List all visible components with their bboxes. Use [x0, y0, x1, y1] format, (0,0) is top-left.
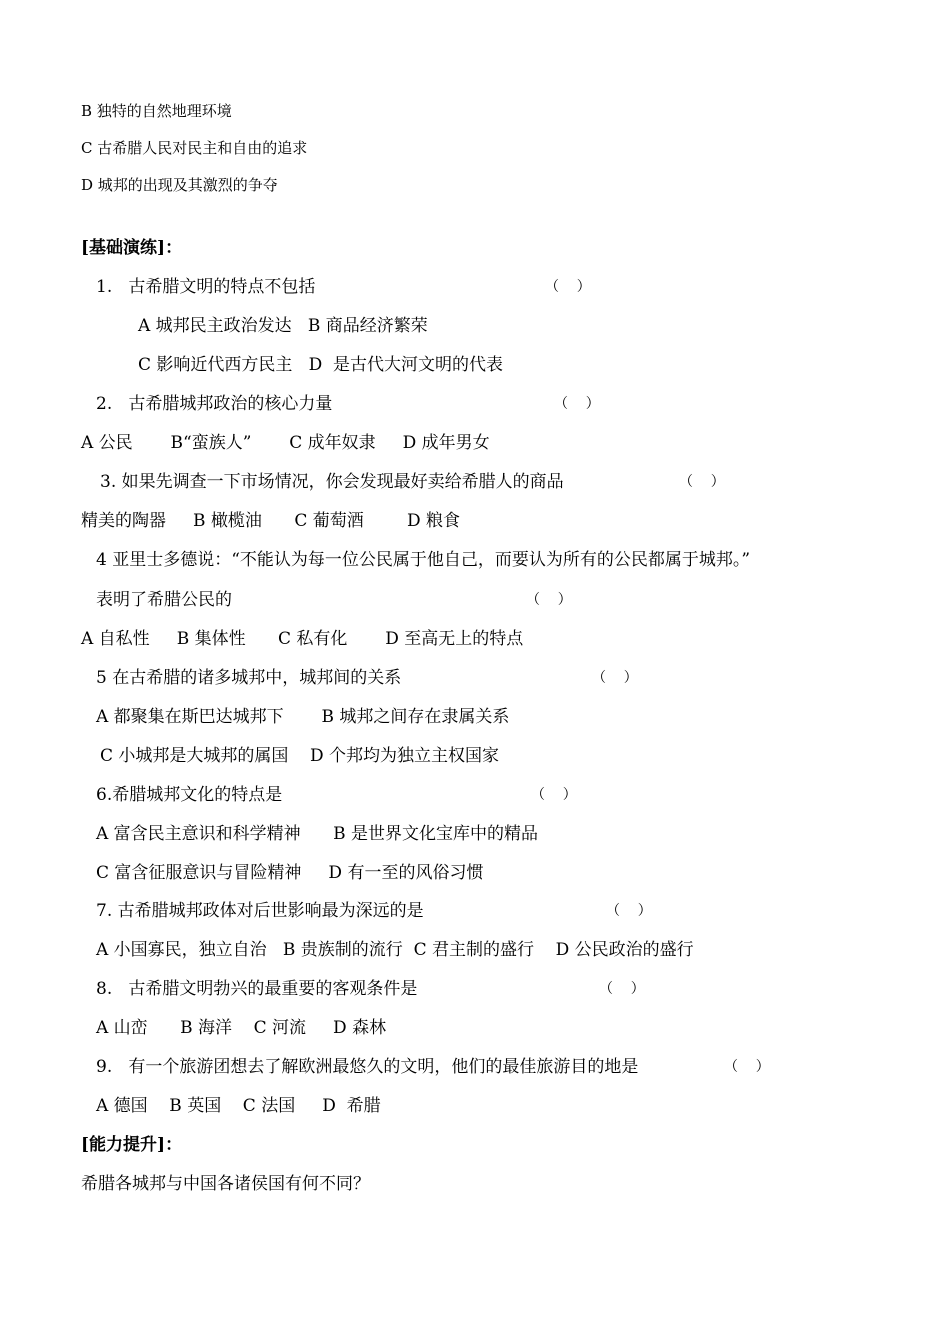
question-8-options: A 山峦 B 海洋 C 河流 D 森林: [96, 1018, 387, 1038]
question-1-stem: 1. 古希腊文明的特点不包括: [96, 277, 316, 297]
answer-blank-9[interactable]: （ ）: [724, 1059, 770, 1075]
question-5-options-ab: A 都聚集在斯巴达城邦下 B 城邦之间存在隶属关系: [96, 707, 510, 727]
question-7-options: A 小国寡民，独立自治 B 贵族制的流行 C 君主制的盛行 D 公民政治的盛行: [96, 940, 694, 960]
answer-blank-1[interactable]: （ ）: [545, 279, 591, 295]
question-1-options-ab: A 城邦民主政治发达 B 商品经济繁荣: [138, 316, 428, 336]
intro-option-b: B 独特的自然地理环境: [81, 102, 232, 120]
answer-blank-2[interactable]: （ ）: [554, 396, 600, 412]
question-6-options-cd: C 富含征服意识与冒险精神 D 有一至的风俗习惯: [96, 863, 484, 883]
answer-blank-7[interactable]: （ ）: [606, 903, 652, 919]
question-2-options: A 公民 B“蛮族人” C 成年奴隶 D 成年男女: [81, 433, 490, 453]
question-4-stem: 4 亚里士多德说：“不能认为每一位公民属于他自己，而要认为所有的公民都属于城邦。”: [96, 550, 751, 570]
question-4-stem-continued: 表明了希腊公民的: [96, 590, 232, 610]
answer-blank-4[interactable]: （ ）: [526, 592, 572, 608]
question-8-stem: 8. 古希腊文明勃兴的最重要的客观条件是: [96, 979, 418, 999]
intro-option-d: D 城邦的出现及其激烈的争夺: [81, 176, 278, 194]
intro-option-c: C 古希腊人民对民主和自由的追求: [81, 139, 308, 157]
question-4-options: A 自私性 B 集体性 C 私有化 D 至高无上的特点: [81, 629, 524, 649]
question-6-options-ab: A 富含民主意识和科学精神 B 是世界文化宝库中的精品: [96, 824, 538, 844]
ability-question: 希腊各城邦与中国各诸侯国有何不同？: [81, 1174, 370, 1194]
question-7-stem: 7. 古希腊城邦政体对后世影响最为深远的是: [96, 901, 424, 921]
question-1-options-cd: C 影响近代西方民主 D 是古代大河文明的代表: [138, 355, 504, 375]
answer-blank-6[interactable]: （ ）: [531, 787, 577, 803]
question-3-options: 精美的陶器 B 橄榄油 C 葡萄酒 D 粮食: [81, 511, 461, 531]
section-title-basic: [基础演练]：: [81, 238, 183, 258]
question-5-stem: 5 在古希腊的诸多城邦中，城邦间的关系: [96, 668, 402, 688]
answer-blank-5[interactable]: （ ）: [592, 670, 638, 686]
answer-blank-8[interactable]: （ ）: [599, 981, 645, 997]
question-2-stem: 2. 古希腊城邦政治的核心力量: [96, 394, 333, 414]
question-6-stem: 6.希腊城邦文化的特点是: [96, 785, 283, 805]
section-title-ability: [能力提升]：: [81, 1135, 183, 1155]
question-9-options: A 德国 B 英国 C 法国 D 希腊: [96, 1096, 381, 1116]
answer-blank-3[interactable]: （ ）: [679, 474, 725, 490]
question-5-options-cd: C 小城邦是大城邦的属国 D 个邦均为独立主权国家: [100, 746, 500, 766]
question-9-stem: 9. 有一个旅游团想去了解欧洲最悠久的文明，他们的最佳旅游目的地是: [96, 1057, 639, 1077]
question-3-stem: 3. 如果先调查一下市场情况，你会发现最好卖给希腊人的商品: [100, 472, 564, 492]
